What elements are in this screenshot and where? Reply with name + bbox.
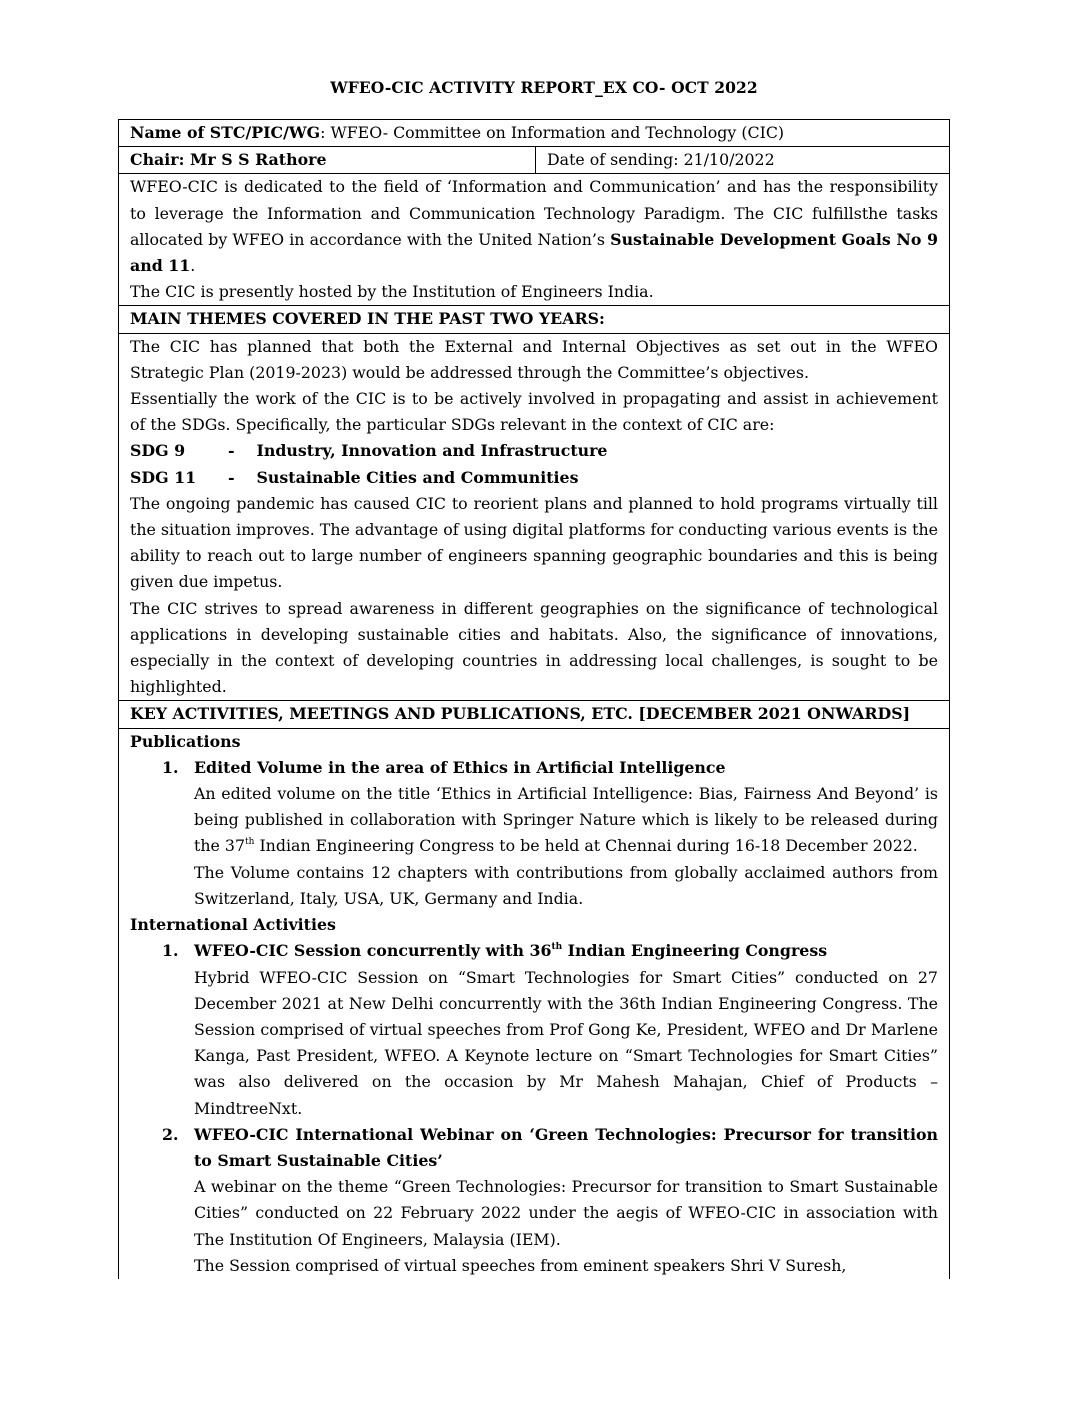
publications-heading: Publications bbox=[130, 731, 241, 751]
host-paragraph: The CIC is presently hosted by the Institution of Engineers India. bbox=[130, 282, 654, 302]
chair-name: Chair: Mr S S Rathore bbox=[130, 150, 327, 170]
ordinal-suffix: th bbox=[245, 837, 255, 848]
themes-paragraph-3: The ongoing pandemic has caused CIC to reorient plans and planned to hold programs virtually till the situation improves. The advantage of using digital platforms for conducting various events is the ability to reach out to large number of engineers spanning geographic boundaries and this is being given due impetus. bbox=[130, 493, 938, 592]
themes-paragraph-2: Essentially the work of the CIC is to be actively involved in propagating and assist in achievement of the SDGs. Specifically, the particular SDGs relevant in the context of CIC are: bbox=[130, 389, 938, 435]
intro-paragraph bbox=[130, 174, 938, 279]
date-of-sending: Date of sending: 21/10/2022 bbox=[547, 150, 775, 170]
item-number: 1. bbox=[162, 941, 179, 961]
activities-row bbox=[119, 728, 950, 1279]
themes-paragraph-4: The CIC strives to spread awareness in different geographies on the significance of technological applications in developing sustainable cities and habitats. Also, the significance of innovations, especially in the context of developing countries in addressing local challenges, is sought to be highlighted. bbox=[130, 598, 938, 697]
activities-heading: KEY ACTIVITIES, MEETINGS AND PUBLICATIONS, ETC. [DECEMBER 2021 ONWARDS] bbox=[119, 701, 950, 728]
list-item bbox=[130, 938, 938, 1121]
sdg-dash: - bbox=[228, 467, 235, 487]
sdg-item bbox=[130, 438, 938, 464]
committee-label: Name of STC/PIC/WG bbox=[130, 123, 321, 142]
sdg-item bbox=[130, 465, 938, 491]
sdg-dash: - bbox=[228, 441, 235, 461]
item-number: 1. bbox=[162, 757, 179, 777]
item-number: 2. bbox=[162, 1124, 179, 1144]
item-title: Edited Volume in the area of Ethics in Artificial Intelligence bbox=[194, 757, 726, 777]
item-title bbox=[194, 938, 938, 964]
item-paragraph: The Volume contains 12 chapters with contributions from globally acclaimed authors from Switzerland, Italy, USA, UK, Germany and India. bbox=[194, 862, 938, 908]
international-list bbox=[130, 938, 938, 1279]
item-paragraph: A webinar on the theme “Green Technologies: Precursor for transition to Smart Sustainable Cities” conducted on 22 February 2022 under the aegis of WFEO-CIC in association with The Institution Of Engineers, Malaysia (IEM). bbox=[194, 1177, 938, 1249]
item-title-text: Indian Engineering Congress bbox=[562, 941, 828, 961]
document-title: WFEO-CIC ACTIVITY REPORT_EX CO- OCT 2022 bbox=[330, 78, 758, 97]
themes-row bbox=[119, 333, 950, 701]
item-title-text: WFEO-CIC Session concurrently with 36 bbox=[194, 941, 552, 961]
activities-heading-row bbox=[119, 701, 950, 728]
item-title: WFEO-CIC International Webinar on ‘Green Technologies: Precursor for transition to Smart Sustainable Cities’ bbox=[194, 1124, 938, 1170]
international-heading: International Activities bbox=[130, 915, 336, 935]
intro-text-end: . bbox=[190, 256, 196, 276]
chair-date-row bbox=[119, 147, 950, 174]
committee-name: : WFEO- Committee on Information and Technology (CIC) bbox=[320, 123, 785, 142]
intro-cell bbox=[119, 174, 950, 306]
themes-paragraph-1: The CIC has planned that both the External and Internal Objectives as set out in the WFEO Strategic Plan (2019-2023) would be addressed through the Committee’s objectives. bbox=[130, 336, 938, 382]
publications-list bbox=[130, 755, 938, 912]
activities-cell bbox=[119, 728, 950, 1279]
item-text: An edited volume on the title ‘Ethics in Artificial Intelligence: Bias, Fairness And Beyond’ is being published in collaboration with Springer Nature which is likely to be released during the 37 bbox=[194, 784, 938, 856]
list-item bbox=[130, 1122, 938, 1279]
item-paragraph bbox=[194, 781, 938, 860]
item-text: Indian Engineering Congress to be held at Chennai during 16-18 December 2022. bbox=[254, 836, 918, 856]
item-paragraph: The Session comprised of virtual speeches from eminent speakers Shri V Suresh, bbox=[194, 1255, 847, 1275]
list-item bbox=[130, 755, 938, 912]
sdg-code: SDG 9 bbox=[130, 441, 186, 461]
themes-heading: MAIN THEMES COVERED IN THE PAST TWO YEARS: bbox=[119, 306, 950, 333]
themes-heading-row bbox=[119, 306, 950, 333]
sdg-name: Industry, Innovation and Infrastructure bbox=[256, 441, 608, 461]
committee-cell bbox=[119, 120, 950, 147]
intro-row bbox=[119, 174, 950, 306]
intro-sdg-goals: Sustainable Development Goals No 9 and 11 bbox=[130, 229, 938, 276]
report-table bbox=[118, 119, 950, 1279]
committee-row bbox=[119, 120, 950, 147]
sdg-name: Sustainable Cities and Communities bbox=[256, 467, 579, 487]
ordinal-suffix: th bbox=[551, 942, 563, 953]
themes-cell bbox=[119, 333, 950, 701]
item-paragraph: Hybrid WFEO-CIC Session on “Smart Technologies for Smart Cities” conducted on 27 December 2021 at New Delhi concurrently with the 36th Indian Engineering Congress. The Session comprised of virtual speeches from Prof Gong Ke, President, WFEO and Dr Marlene Kanga, Past President, WFEO. A Keynote lecture on “Smart Technologies for Smart Cities” was also delivered on the occasion by Mr Mahesh Mahajan, Chief of Products – MindtreeNxt. bbox=[194, 967, 938, 1118]
date-cell bbox=[536, 147, 950, 174]
intro-text: WFEO-CIC is dedicated to the field of ‘Information and Communication’ and has the responsibility to leverage the Information and Communication Technology Paradigm. The CIC fulfillsthe tasks allocated by WFEO in accordance with the United Nation’s bbox=[130, 177, 938, 249]
sdg-code: SDG 11 bbox=[130, 467, 197, 487]
chair-cell bbox=[119, 147, 536, 174]
